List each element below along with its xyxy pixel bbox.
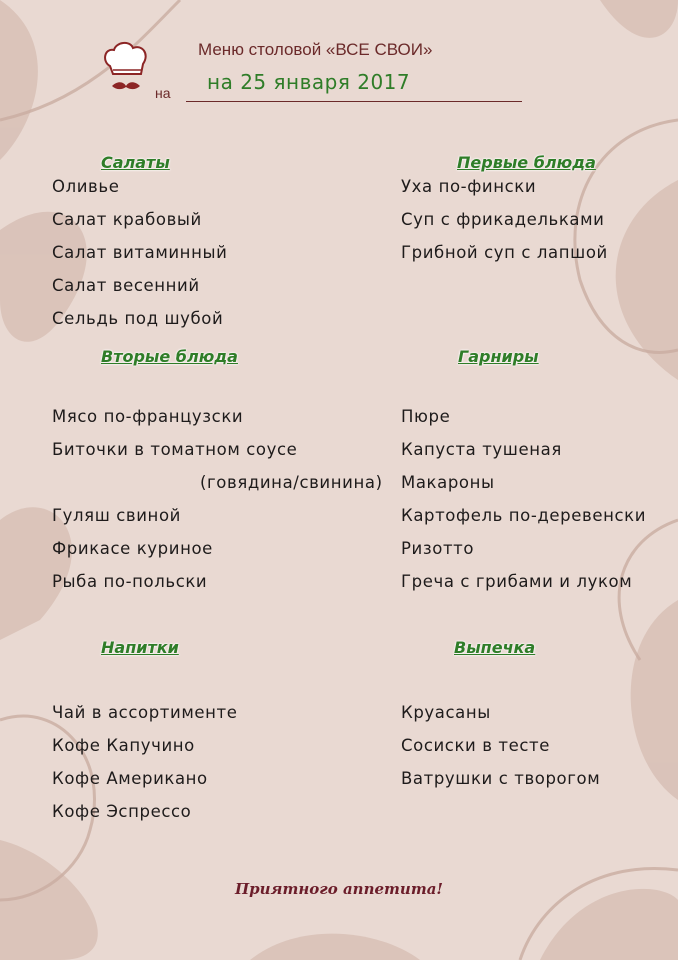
- menu-item: Картофель по-деревенски: [401, 506, 647, 525]
- menu-item: Греча с грибами и луком: [401, 572, 633, 591]
- menu-item: Оливье: [52, 177, 120, 196]
- chef-hat-mustache-logo: [100, 40, 152, 100]
- menu-item: Пюре: [401, 407, 451, 426]
- heading-sides: Гарниры: [458, 347, 539, 366]
- menu-item: Фрикасе куриное: [52, 539, 213, 558]
- menu-item: Салат витаминный: [52, 243, 228, 262]
- menu-item: Мясо по-французски: [52, 407, 244, 426]
- date-underline: [186, 101, 522, 102]
- footer-bon-appetit: Приятного аппетита!: [234, 880, 443, 898]
- menu-item: Грибной суп с лапшой: [401, 243, 608, 262]
- menu-item: Кофе Капучино: [52, 736, 195, 755]
- date-prefix: на: [155, 85, 171, 101]
- menu-item: Макароны: [401, 473, 495, 492]
- menu-item: Биточки в томатном соусе: [52, 440, 298, 459]
- menu-item: Салат весенний: [52, 276, 200, 295]
- menu-item: Сосиски в тесте: [401, 736, 550, 755]
- menu-item: Кофе Американо: [52, 769, 208, 788]
- menu-item-note: (говядина/свинина): [200, 473, 383, 492]
- menu-date: на 25 января 2017: [207, 70, 411, 94]
- menu-item: Кофе Эспрессо: [52, 802, 192, 821]
- heading-salads: Салаты: [101, 153, 170, 172]
- menu-item: Сельдь под шубой: [52, 309, 224, 328]
- menu-item: Рыба по-польски: [52, 572, 208, 591]
- heading-bakery: Выпечка: [454, 638, 536, 657]
- menu-item: Чай в ассортименте: [52, 703, 238, 722]
- heading-drinks: Напитки: [101, 638, 179, 657]
- menu-item: Ризотто: [401, 539, 475, 558]
- menu-item: Салат крабовый: [52, 210, 202, 229]
- heading-second-courses: Вторые блюда: [101, 347, 238, 366]
- menu-item: Суп с фрикадельками: [401, 210, 605, 229]
- menu-item: Гуляш свиной: [52, 506, 181, 525]
- menu-item: Ватрушки с творогом: [401, 769, 601, 788]
- menu-item: Круасаны: [401, 703, 491, 722]
- heading-first-courses: Первые блюда: [457, 153, 596, 172]
- menu-title: Меню столовой «ВСЕ СВОИ»: [198, 40, 433, 59]
- menu-item: Капуста тушеная: [401, 440, 562, 459]
- menu-item: Уха по-фински: [401, 177, 537, 196]
